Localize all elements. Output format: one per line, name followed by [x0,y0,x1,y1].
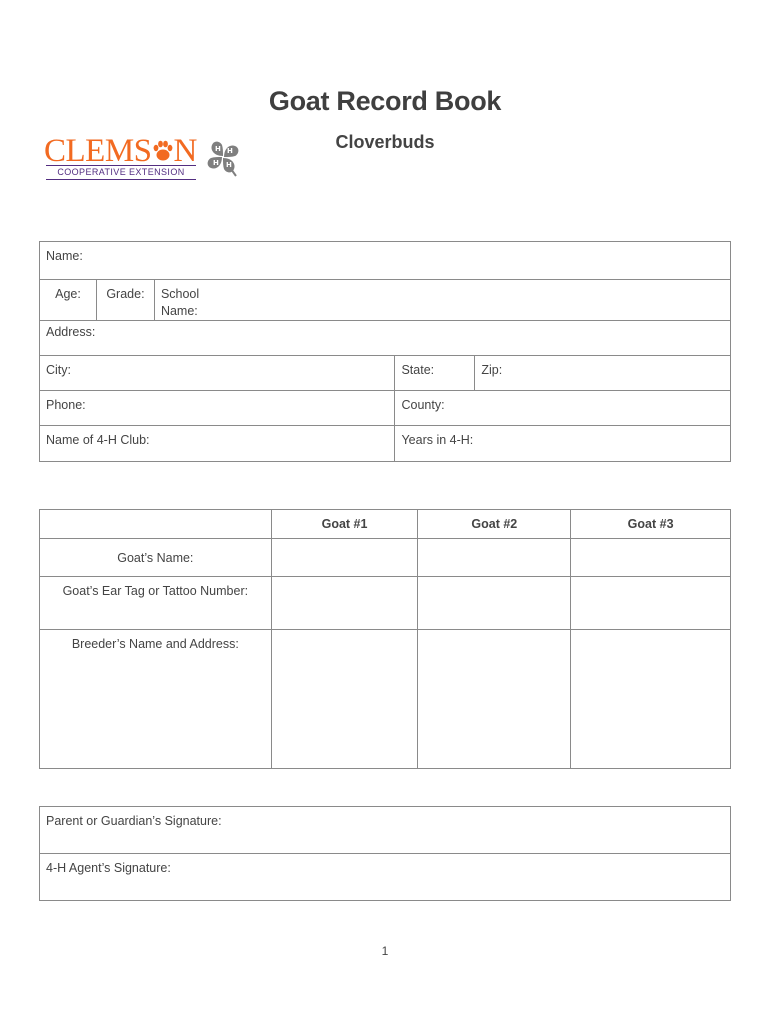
zip-field[interactable] [475,356,731,391]
goat-1-breeder-field[interactable] [271,630,418,769]
goat-table-corner [40,510,272,539]
parent-signature-label: Parent or Guardian’s Signature: [46,814,222,828]
agent-signature-field[interactable] [40,854,731,901]
signature-table [39,806,731,901]
phone-field[interactable] [40,391,395,426]
city-label: City: [46,363,71,377]
page-number: 1 [381,944,389,958]
state-label: State: [401,363,435,377]
ear-tag-row-label: Goat’s Ear Tag or Tattoo Number: [40,577,272,630]
breeder-row-label: Breeder’s Name and Address: [40,630,272,769]
name-label: Name: [46,249,83,263]
paw-icon [152,136,174,160]
school-name-field[interactable] [154,280,730,321]
clover-letter: H [215,145,221,153]
school-name-label: School Name: [160,287,200,318]
goat-1-header: Goat #1 [271,510,418,539]
goat-3-name-field[interactable] [571,539,731,577]
goat-1-name-field[interactable] [271,539,418,577]
age-label: Age: [55,287,81,301]
goat-2-breeder-field[interactable] [418,630,571,769]
zip-label: Zip: [481,363,503,377]
goat-2-header: Goat #2 [418,510,571,539]
clover-letter: H [213,159,219,167]
parent-signature-field[interactable] [40,807,731,854]
goat-table [39,509,731,769]
clemson-wordmark: CLEMS N [44,133,197,169]
age-field[interactable] [40,280,97,321]
goat-3-header: Goat #3 [571,510,731,539]
grade-label: Grade: [106,287,145,301]
clemson-extension-logo [44,134,244,182]
county-field[interactable] [395,391,731,426]
goat-2-ear-tag-field[interactable] [418,577,571,630]
club-name-label: Name of 4-H Club: [46,433,150,447]
goat-2-name-field[interactable] [418,539,571,577]
goat-name-row-label: Goat’s Name: [40,539,272,577]
four-h-clover-icon [202,136,244,178]
logo-rule-bottom [46,179,196,180]
member-info-table [39,241,731,462]
state-field[interactable] [395,356,475,391]
club-name-field[interactable] [40,426,395,462]
clover-letter: H [226,161,232,169]
goat-3-ear-tag-field[interactable] [571,577,731,630]
years-in-4h-label: Years in 4-H: [401,433,474,447]
logo-rule-top [46,165,196,166]
logo-tagline: COOPERATIVE EXTENSION [57,167,185,177]
goat-3-breeder-field[interactable] [571,630,731,769]
page-subtitle: Cloverbuds [335,132,435,152]
name-field[interactable] [40,242,731,280]
address-label: Address: [46,325,96,339]
address-field[interactable] [40,321,731,356]
clover-letter: H [227,147,233,155]
phone-label: Phone: [46,398,86,412]
city-field[interactable] [40,356,395,391]
agent-signature-label: 4-H Agent’s Signature: [46,861,171,875]
county-label: County: [401,398,445,412]
goat-1-ear-tag-field[interactable] [271,577,418,630]
years-in-4h-field[interactable] [395,426,731,462]
page-title: Goat Record Book [268,86,502,116]
grade-field[interactable] [96,280,154,321]
